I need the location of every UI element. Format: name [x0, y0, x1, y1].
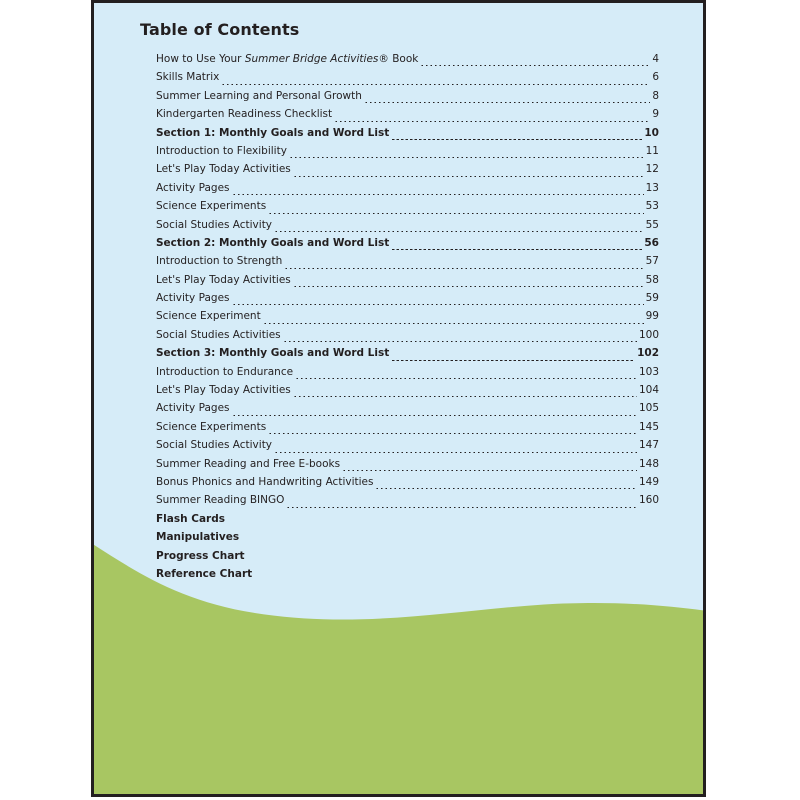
toc-entry-page: 6 — [652, 71, 659, 84]
dot-leader — [274, 231, 644, 232]
dot-leader — [286, 507, 637, 508]
toc-entry — [156, 53, 659, 71]
toc-entry-page: 102 — [637, 347, 659, 360]
toc-extra-item: Manipulatives — [156, 531, 240, 544]
toc-entry-page: 99 — [645, 310, 659, 323]
toc-entry-label: Social Studies Activities — [156, 328, 281, 341]
dot-leader — [391, 139, 642, 140]
dot-leader — [232, 415, 637, 416]
toc-entry-label: Activity Pages — [156, 292, 230, 305]
dot-leader — [293, 396, 637, 397]
dot-leader — [420, 65, 650, 66]
dot-leader — [295, 378, 637, 379]
toc-entry — [156, 439, 659, 457]
toc-entry — [156, 163, 659, 181]
toc-entry — [156, 219, 659, 237]
toc-section-heading — [156, 127, 659, 145]
toc-entry-page: 8 — [652, 89, 659, 102]
toc-entry-label: Social Studies Activity — [156, 218, 273, 231]
toc-entry-page: 12 — [645, 163, 659, 176]
toc-entry-label: Introduction to Endurance — [156, 365, 294, 378]
toc-entry — [156, 310, 659, 328]
toc-entry — [156, 329, 659, 347]
dot-leader — [232, 304, 644, 305]
toc-entry — [156, 366, 659, 384]
dot-leader — [268, 213, 643, 214]
toc-entry-page: 9 — [652, 108, 659, 121]
toc-entry-label: Introduction to Strength — [156, 255, 283, 268]
dot-leader — [293, 286, 644, 287]
dot-leader — [391, 249, 642, 250]
toc-list — [156, 53, 659, 513]
toc-entry — [156, 421, 659, 439]
toc-entry-label: Section 2: Monthly Goals and Word List — [156, 236, 390, 249]
toc-entry-label: Let's Play Today Activities — [156, 163, 291, 176]
toc-entry-page: 100 — [638, 328, 659, 341]
toc-entry-label: Section 1: Monthly Goals and Word List — [156, 126, 390, 139]
toc-entry-label: Summer Reading BINGO — [156, 494, 285, 507]
toc-entry — [156, 182, 659, 200]
dot-leader — [268, 433, 637, 434]
toc-entry-page: 59 — [645, 292, 659, 305]
toc-entry-label: Activity Pages — [156, 402, 230, 415]
toc-entry-page: 160 — [638, 494, 659, 507]
toc-entry-page: 13 — [645, 181, 659, 194]
toc-entry — [156, 402, 659, 420]
toc-entry — [156, 384, 659, 402]
toc-entry-page: 11 — [645, 144, 659, 157]
toc-entry — [156, 458, 659, 476]
toc-entry-label: Let's Play Today Activities — [156, 273, 291, 286]
toc-entry-page: 147 — [638, 439, 659, 452]
toc-entry — [156, 274, 659, 292]
toc-entry-label: Section 3: Monthly Goals and Word List — [156, 347, 390, 360]
dot-leader — [334, 121, 650, 122]
dot-leader — [284, 268, 643, 269]
toc-extra-item: Flash Cards — [156, 513, 225, 525]
toc-entry — [156, 476, 659, 494]
dot-leader — [289, 157, 644, 158]
toc-entry-label: Science Experiment — [156, 310, 261, 323]
toc-entry-label — [156, 53, 418, 65]
toc-entry — [156, 255, 659, 273]
toc-entry-label-post: ® Book — [378, 53, 419, 65]
dot-leader — [263, 323, 644, 324]
toc-entry-page: 4 — [652, 53, 659, 65]
toc-entry-page: 148 — [638, 457, 659, 470]
toc-entry — [156, 200, 659, 218]
toc-entry-page: 55 — [645, 218, 659, 231]
toc-entry — [156, 90, 659, 108]
dot-leader — [232, 194, 644, 195]
toc-entry-label: Summer Reading and Free E-books — [156, 457, 341, 470]
dot-leader — [293, 176, 644, 177]
toc-entry-label: Science Experiments — [156, 200, 267, 213]
toc-entry-page: 58 — [645, 273, 659, 286]
document-page — [91, 0, 706, 797]
toc-entry-label: Social Studies Activity — [156, 439, 273, 452]
dot-leader — [283, 341, 637, 342]
toc-entry-page: 103 — [638, 365, 659, 378]
dot-leader — [221, 84, 650, 85]
dot-leader — [391, 360, 635, 361]
toc-entry-label: Activity Pages — [156, 181, 230, 194]
toc-section-heading — [156, 237, 659, 255]
toc-entry-label: Bonus Phonics and Handwriting Activities — [156, 475, 374, 488]
toc-entry-page: 10 — [644, 126, 659, 139]
toc-extra-item: Progress Chart — [156, 549, 245, 562]
toc-entry-page: 105 — [638, 402, 659, 415]
toc-entry-page: 104 — [638, 384, 659, 397]
toc-entry-label: Skills Matrix — [156, 71, 220, 84]
toc-entry-label: Kindergarten Readiness Checklist — [156, 108, 333, 121]
toc-entry — [156, 145, 659, 163]
dot-leader — [375, 488, 636, 489]
toc-entry-label: Summer Learning and Personal Growth — [156, 89, 362, 102]
toc-entry-page: 149 — [638, 475, 659, 488]
toc-entry-page: 145 — [638, 420, 659, 433]
book-title: Summer Bridge Activities — [244, 53, 379, 65]
toc-entry — [156, 71, 659, 89]
toc-extra-item: Reference Chart — [156, 568, 253, 581]
toc-entry — [156, 494, 659, 512]
toc-entry — [156, 292, 659, 310]
toc-entry-page: 57 — [645, 255, 659, 268]
extras-list — [156, 513, 252, 587]
page-title: Table of Contents — [140, 20, 300, 39]
dot-leader — [274, 452, 637, 453]
toc-entry — [156, 108, 659, 126]
toc-entry-label: Science Experiments — [156, 420, 267, 433]
toc-section-heading — [156, 347, 659, 365]
dot-leader — [342, 470, 637, 471]
toc-entry-page: 53 — [645, 200, 659, 213]
toc-entry-page: 56 — [644, 236, 659, 249]
toc-entry-label: Let's Play Today Activities — [156, 384, 291, 397]
toc-entry-label-pre: How to Use Your — [156, 53, 245, 65]
dot-leader — [364, 102, 650, 103]
toc-entry-label: Introduction to Flexibility — [156, 144, 287, 157]
